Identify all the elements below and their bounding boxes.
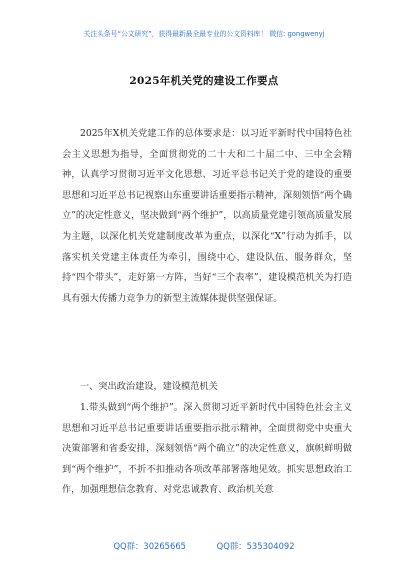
paragraph-overall-requirements: 2025年X机关党建工作的总体要求是：以习近平新时代中国特色社会主义思想为指导，全面贯彻党的二十大和二十届二中、三中全会精神，认真学习贯彻习近平文化思想、习近平总书记关于党的建设的重要思想和习近平总书记视察山东重要讲话重要指示精神，深刻领悟“两个确立”的决定性意义，坚决做到“两个维护”，以高质量党建引领高质量发展为主题，以深化机关党建制度改革为重点，以深化“X”行动为抓手，以落实机关党建主体责任为牵引，围绕中心、建设队伍、服务群众，坚持“四个带头”，走好第一方阵，当好“三个表率”，建设模范机关为打造具有强大传播力竞争力的新型主流媒体提供坚强保证。	[62, 128, 352, 304]
footer-qq-group-1: QQ群：30265665	[113, 541, 186, 551]
paragraph-item-1: 1.带头做到“两个维护”。深入贯彻习近平新时代中国特色社会主义思想和习近平总书记重要讲话重要指示批示精神，全面贯彻党中央重大决策部署和省委安排，深刻领悟“两个确立”的决定性意义，旗帜鲜明做到“两个维护”，不折不扣推动各项改革部署落地见效。抓实思想政治工作，加强理想信念教育、对党忠诚教育、政治机关意	[62, 402, 352, 496]
document-title: 2025年机关党的建设工作要点	[129, 75, 279, 87]
footer-qq-group-2: QQ群：535304092	[216, 541, 295, 551]
header-promo-note: 关注头条号“公文研究”，获得最新最全最专业的公文资料库！ 微信: gongwenyj	[83, 30, 325, 38]
section-heading-1: 一、突出政治建设，建设模范机关	[80, 381, 218, 392]
footer-qq-groups	[0, 540, 408, 552]
